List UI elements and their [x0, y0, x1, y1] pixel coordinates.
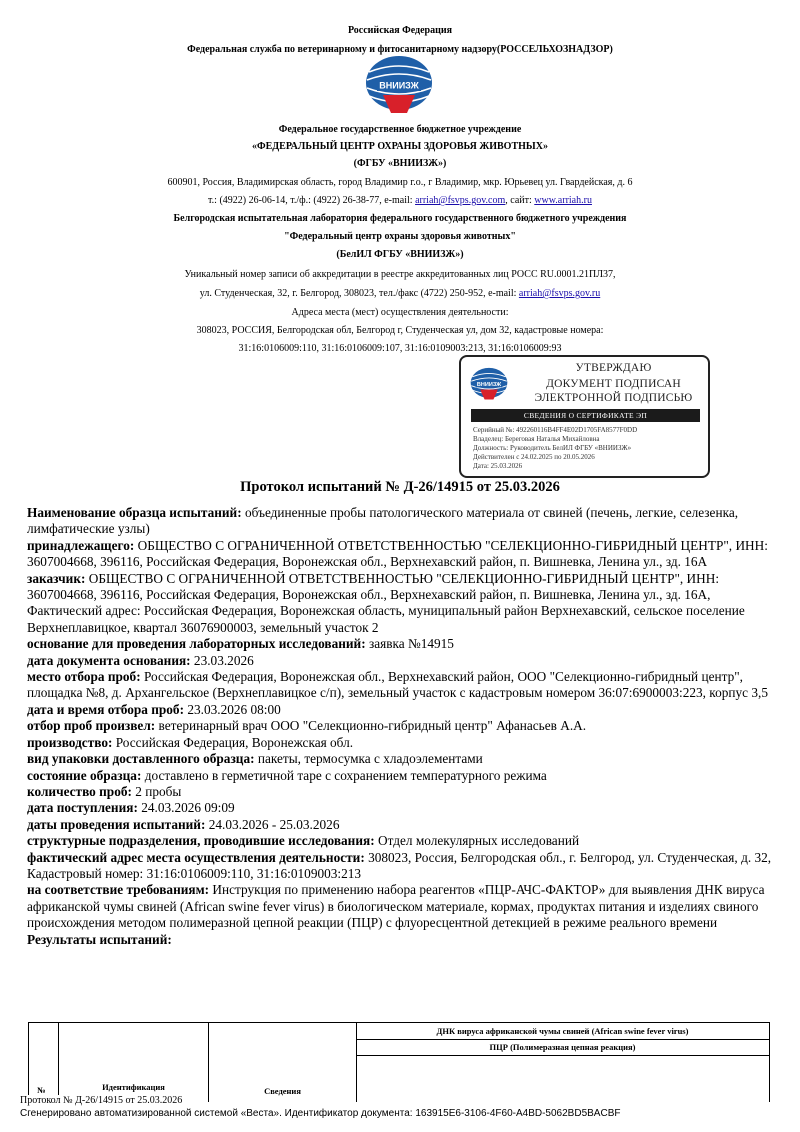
e-signature-stamp [459, 355, 710, 478]
field-production: производство: Российская Федерация, Воронежская обл. [27, 734, 354, 750]
field-packaging: вид упаковки доставленного образца: пакеты, термосумка с хладоэлементами [27, 751, 483, 767]
field-test-dates: даты проведения испытаний: 24.03.2026 - 25.03.2026 [27, 816, 340, 832]
email-link[interactable]: arriah@fsvps.gov.com [415, 195, 506, 206]
field-sampling-place: место отбора проб: Российская Федерация, Воронежская обл., Верхнехавский район, ООО "Селекционно-гибридный центр", площадка №8, д. Архангельское (Верхнеплавицкое с/п), земельный участок с кадастровым номером 36:07:6900003:223, корпус 3,5 [27, 669, 768, 701]
field-results-title: Результаты испытаний: [27, 931, 172, 947]
stamp-signed-line2: ЭЛЕКТРОННОЙ ПОДПИСЬЮ [534, 392, 693, 404]
protocol-title: Протокол испытаний № Д-26/14915 от 25.03.2026 [240, 479, 560, 495]
lab-name-line1: Белгородская испытательная лаборатория федерального государственного бюджетного учреждения [173, 213, 627, 224]
stamp-owner: Владелец: Береговая Наталья Михайловна [473, 435, 600, 443]
protocol-fields [27, 505, 775, 948]
stamp-date: Дата: 25.03.2026 [473, 462, 523, 470]
footer-protocol: Протокол № Д-26/14915 от 25.03.2026 [20, 1095, 183, 1106]
country-name: Российская Федерация [347, 25, 453, 36]
field-basis: основание для проведения лабораторных исследований: заявка №14915 [27, 636, 454, 652]
stamp-cert-header: СВЕДЕНИЯ О СЕРТИФИКАТЕ ЭП [471, 409, 700, 422]
svg-text:ВНИИЗЖ: ВНИИЗЖ [379, 80, 419, 91]
site-link[interactable]: www.arriah.ru [534, 195, 592, 206]
field-customer: заказчик: ОБЩЕСТВО С ОГРАНИЧЕННОЙ ОТВЕТСТВЕННОСТЬЮ "СЕЛЕКЦИОННО-ГИБРИДНЫЙ ЦЕНТР", ИНН: 3607004668, 396116, Российская Федерация, Воронежская обл., Верхнехавский район, п. Вишневка, Ленина ул., зд. 16А, Фактический адрес: Российская Федерация, Воронежская область, муниципальный район Верхнехавский, сельское поселение Верхнеплавицкое, квартал 36076900003, земельный участок 2 [27, 570, 745, 635]
institution-address: 600901, Россия, Владимирская область, город Владимир г.о., г Владимир, мкр. Юрьевец ул. Гвардейская, д. 6 [167, 177, 633, 188]
field-sampling-datetime: дата и время отбора проб: 23.03.2026 08:00 [27, 701, 281, 717]
institution-type: Федеральное государственное бюджетное учреждение [278, 124, 522, 135]
field-requirements: на соответствие требованиям: Инструкция по применению набора реагентов «ПЦР-АЧС-ФАКТОР» для выявления ДНК вируса африканской чумы свиней (African swine fever virus) в биологическом материале, кормах, продуктах питания и изделиях свиного происхождения методом полимеразной цепной реакции (ПЦР) с флуоресцентной детекцией в режиме реального времени [27, 882, 765, 931]
service-name: Федеральная служба по ветеринарному и фитосанитарному надзору(РОССЕЛЬХОЗНАДЗОР) [187, 44, 613, 55]
cadastral-numbers: 31:16:0106009:110, 31:16:0106009:107, 31:16:0109003:213, 31:16:0106009:93 [238, 343, 562, 354]
field-owner: принадлежащего: ОБЩЕСТВО С ОГРАНИЧЕННОЙ ОТВЕТСТВЕННОСТЬЮ "СЕЛЕКЦИОННО-ГИБРИДНЫЙ ЦЕНТР", ИНН: 3607004668, 396116, Российская Федерация, Воронежская обл., Верхнехавский район, п. Вишневка, Ленина ул., зд. 16А [27, 537, 768, 570]
stamp-valid: Действителен с 24.02.2025 по 20.05.2026 [473, 453, 595, 461]
stamp-position: Должность: Руководитель БелИЛ ФГБУ «ВНИИЗЖ» [473, 444, 632, 452]
stamp-approve: УТВЕРЖДАЮ [575, 362, 652, 374]
activity-address: 308023, РОССИЯ, Белгородская обл, Белгород г, Студенческая ул, дом 32, кадастровые номера: [196, 325, 604, 336]
activity-title: Адреса места (мест) осуществления деятельности: [291, 307, 509, 318]
table-group-header: ДНК вируса африканской чумы свиней (African swine fever virus) [356, 1023, 769, 1040]
lab-email-link[interactable]: arriah@fsvps.gov.ru [518, 288, 601, 299]
institution-short: (ФГБУ «ВНИИЗЖ») [353, 158, 447, 169]
footer-generated: Сгенерировано автоматизированной системой «Веста». Идентификатор документа: 163915E6-3106-4F60-A4BD-5062BD5BACBF [20, 1108, 621, 1119]
lab-short: (БелИЛ ФГБУ «ВНИИЗЖ») [336, 249, 464, 260]
table-col-info: Сведения [264, 1086, 301, 1096]
field-basis-date: дата документа основания: 23.03.2026 [27, 652, 254, 668]
institution-name: «ФЕДЕРАЛЬНЫЙ ЦЕНТР ОХРАНЫ ЗДОРОВЬЯ ЖИВОТНЫХ» [252, 141, 548, 152]
lab-address: ул. Студенческая, 32, г. Белгород, 308023, тел./факс (4722) 250-952, e-mail: arriah@fsvps.gov.ru [199, 288, 601, 299]
lab-name-line2: "Федеральный центр охраны здоровья животных" [284, 231, 516, 242]
results-table [28, 1022, 770, 1102]
field-actual-address: фактический адрес места осуществления деятельности: 308023, Россия, Белгородская обл., г. Белгород, ул. Студенческая, д. 32, Кадастровый номер: 31:16:0106009:110, 31:16:0109003:213 [27, 849, 772, 881]
table-col-id: Идентификация [102, 1082, 165, 1092]
field-sample-name: Наименование образца испытаний: объединенные пробы патологического материала от свиней (печень, легкие, селезенка, лимфатические узлы) [27, 505, 739, 537]
stamp-signed-line1: ДОКУМЕНТ ПОДПИСАН [546, 378, 681, 390]
table-method-header: ПЦР (Полимеразная цепная реакция) [356, 1039, 769, 1056]
vniizzh-logo [363, 55, 435, 115]
field-received-date: дата поступления: 24.03.2026 09:09 [27, 800, 235, 816]
field-sampler: отбор проб произвел: ветеринарный врач ООО "Селекционно-гибридный центр" Афанасьев А.А. [27, 718, 587, 734]
stamp-logo [469, 365, 509, 403]
accreditation: Уникальный номер записи об аккредитации в реестре аккредитованных лиц РОСС RU.0001.21ПЛ37, [184, 269, 616, 280]
field-condition: состояние образца: доставлено в герметичной таре с сохранением температурного режима [27, 767, 547, 783]
svg-text:ВНИИЗЖ: ВНИИЗЖ [476, 381, 502, 388]
institution-contacts: т.: (4922) 26-06-14, т./ф.: (4922) 26-38-77, e-mail: arriah@fsvps.gov.com, сайт: www.arriah.ru [208, 195, 592, 206]
table-col-num: № [37, 1085, 46, 1095]
stamp-serial: Серийный №: 492260116B4FF4E02D1705FA8577F0DD [473, 426, 638, 434]
field-departments: структурные подразделения, проводившие исследования: Отдел молекулярных исследований [27, 833, 580, 849]
field-sample-count: количество проб: 2 пробы [27, 783, 182, 799]
